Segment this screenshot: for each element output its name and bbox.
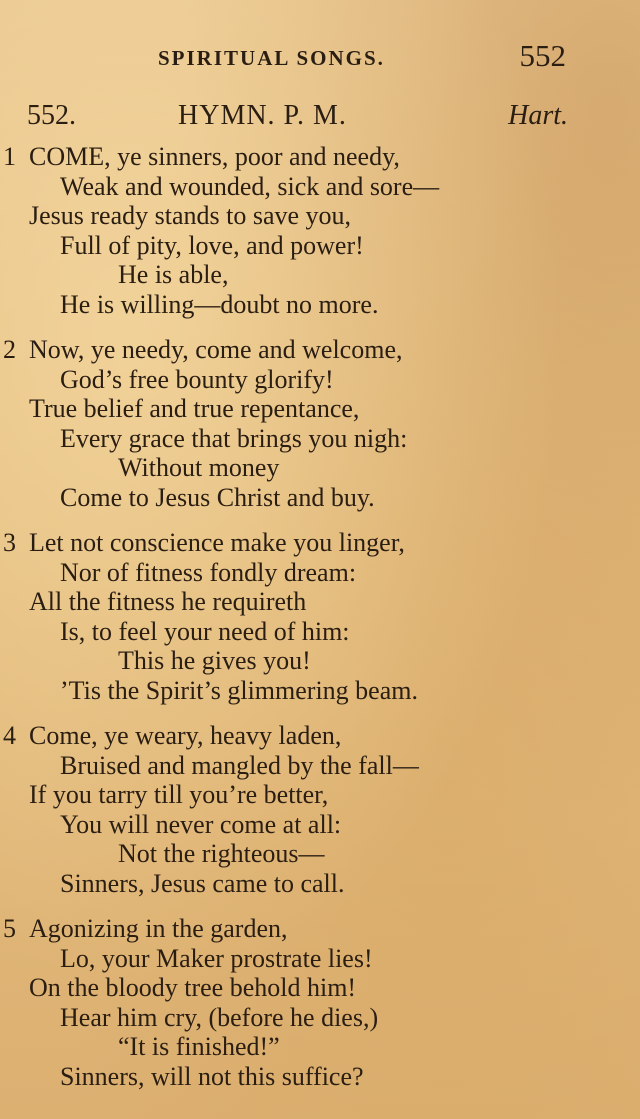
verse-line xyxy=(0,424,640,454)
stanza xyxy=(0,528,640,705)
stanza xyxy=(0,914,640,1091)
stanza xyxy=(0,335,640,512)
verse-line xyxy=(0,394,640,424)
verse-line xyxy=(0,528,640,558)
stanza-number: 1 xyxy=(3,142,16,171)
verse-text: ’Tis the Spirit’s glimmering beam. xyxy=(60,675,418,705)
verse-line xyxy=(0,914,640,944)
verse-line xyxy=(0,1003,640,1033)
verse-line xyxy=(0,231,640,261)
verse-text: Lo, your Maker prostrate lies! xyxy=(60,943,373,973)
hymn-title: HYMN. P. M. xyxy=(178,100,347,131)
verse-line xyxy=(0,676,640,706)
verse-line xyxy=(0,453,640,483)
verse-line xyxy=(0,1062,640,1092)
verse-text: COME, ye sinners, poor and needy, xyxy=(29,142,400,171)
verse-text: Full of pity, love, and power! xyxy=(60,230,364,260)
verse-line xyxy=(0,335,640,365)
verse-text: This he gives you! xyxy=(118,646,311,675)
stanza-number: 3 xyxy=(3,528,16,557)
verse-line xyxy=(0,944,640,974)
stanza xyxy=(0,721,640,898)
verse-text: Now, ye needy, come and welcome, xyxy=(29,335,403,364)
stanza xyxy=(0,142,640,319)
verse-text: He is willing—doubt no more. xyxy=(60,289,379,319)
verse-text: Is, to feel your need of him: xyxy=(60,616,350,646)
verse-text: God’s free bounty glorify! xyxy=(60,364,334,394)
verse-line xyxy=(0,973,640,1003)
verse-line xyxy=(0,260,640,290)
verse-text: Not the righteous— xyxy=(118,839,325,868)
verse-line xyxy=(0,587,640,617)
verse-line xyxy=(0,721,640,751)
stanza-number: 5 xyxy=(3,914,16,943)
verse-line xyxy=(0,1032,640,1062)
verse-text: Sinners, Jesus came to call. xyxy=(60,868,345,898)
verse-text: He is able, xyxy=(118,260,229,289)
verse-text: “It is finished!” xyxy=(118,1032,280,1061)
hymn-heading xyxy=(0,100,640,140)
verse-line xyxy=(0,810,640,840)
verse-text: Without money xyxy=(118,453,280,482)
verse-text: True belief and true repentance, xyxy=(29,394,360,423)
verse-text: Nor of fitness fondly dream: xyxy=(60,557,357,587)
verse-line xyxy=(0,290,640,320)
verse-line xyxy=(0,483,640,513)
verse-text: Agonizing in the garden, xyxy=(29,914,288,943)
hymn-number: 552. xyxy=(27,100,76,131)
stanza-number: 4 xyxy=(3,721,16,750)
verse-line xyxy=(0,201,640,231)
verse-text: Hear him cry, (before he dies,) xyxy=(60,1002,379,1032)
verse-text: Come, ye weary, heavy laden, xyxy=(29,721,342,750)
verse-text: Weak and wounded, sick and sore— xyxy=(60,171,440,201)
verse-line xyxy=(0,617,640,647)
verse-text: Bruised and mangled by the fall— xyxy=(60,750,419,780)
verse-text: You will never come at all: xyxy=(60,809,342,839)
verse-text: On the bloody tree behold him! xyxy=(29,973,357,1002)
verse-line xyxy=(0,558,640,588)
verse-text: Sinners, will not this suffice? xyxy=(60,1061,364,1091)
verse-text: Come to Jesus Christ and buy. xyxy=(60,482,375,512)
verse-line xyxy=(0,172,640,202)
verse-line xyxy=(0,142,640,172)
verse-text: Jesus ready stands to save you, xyxy=(29,201,352,230)
stanza-number: 2 xyxy=(3,335,16,364)
stanzas xyxy=(0,142,640,1107)
verse-text: All the fitness he requireth xyxy=(29,587,307,616)
verse-line xyxy=(0,780,640,810)
verse-text: If you tarry till you’re better, xyxy=(29,780,329,809)
hymn-author: Hart. xyxy=(508,100,568,131)
verse-line xyxy=(0,839,640,869)
verse-line xyxy=(0,365,640,395)
page-number: 552 xyxy=(519,38,566,73)
verse-text: Let not conscience make you linger, xyxy=(29,528,405,557)
running-title: SPIRITUAL SONGS. xyxy=(158,46,385,70)
running-head xyxy=(0,38,640,78)
verse-line xyxy=(0,646,640,676)
verse-text: Every grace that brings you nigh: xyxy=(60,423,408,453)
verse-line xyxy=(0,869,640,899)
verse-line xyxy=(0,751,640,781)
